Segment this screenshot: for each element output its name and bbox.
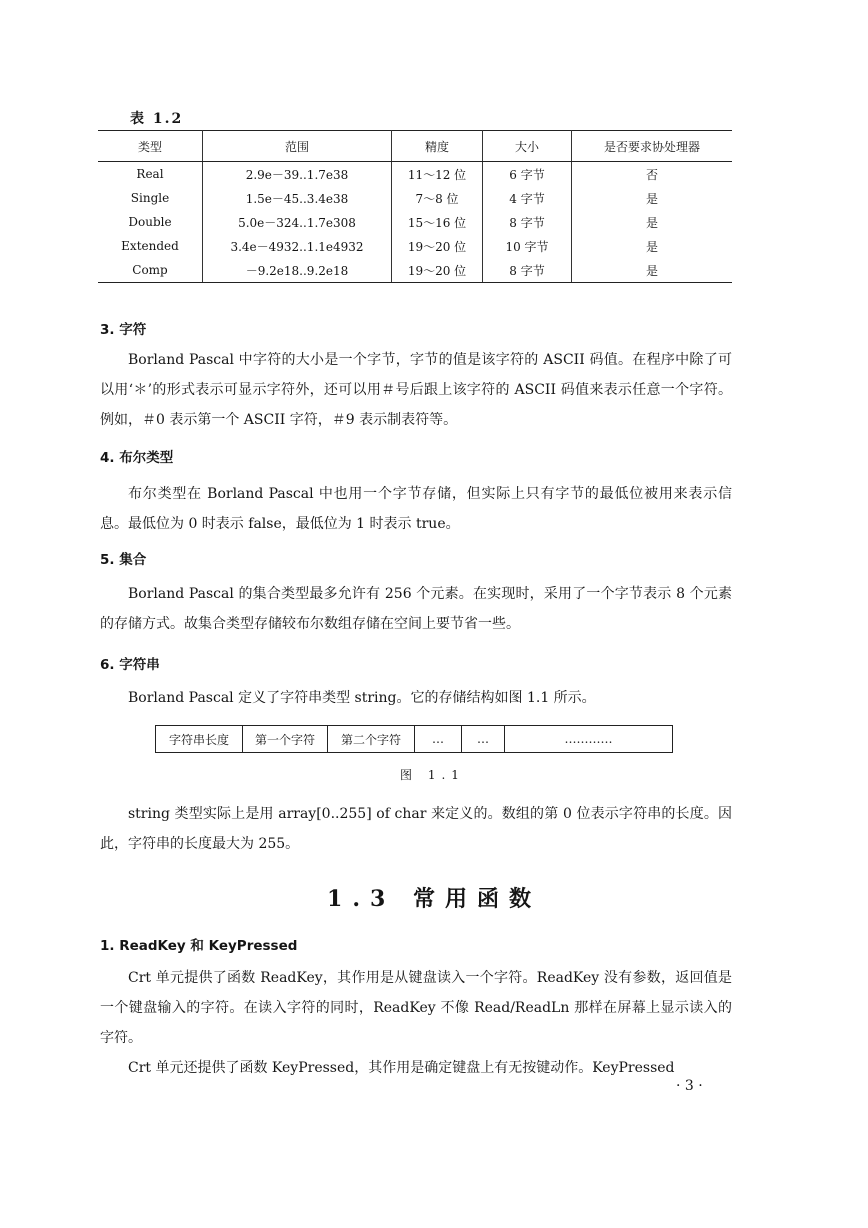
section-heading-readkey: 1. ReadKey 和 KeyPressed — [100, 938, 298, 954]
table-cell: 10 字节 — [483, 234, 572, 258]
table-cell: 8 字节 — [483, 210, 572, 234]
figure-cell-rest: ………… — [564, 732, 613, 746]
table-cell: 1.5e－45..3.4e38 — [203, 186, 392, 210]
table-cell: 5.0e－324..1.7e308 — [203, 210, 392, 234]
table-cell: 4 字节 — [483, 186, 572, 210]
string-structure-figure — [155, 725, 673, 753]
header-cell: 精度 — [392, 131, 483, 162]
table-cell: Single — [98, 186, 203, 210]
table-cell: 19～20 位 — [392, 234, 483, 258]
paragraph-text: Borland Pascal 的集合类型最多允许有 256 个元素。在实现时，采用了一个字节表示 8 个元素的存储方式。故集合类型存储较布尔数组存储在空间上要节省一些。 — [100, 586, 732, 632]
table-cell: Real — [98, 162, 203, 187]
paragraph-text: string 类型实际上是用 array[0..255] of char 来定义的。数组的第 0 位表示字符串的长度。因此，字符串的长度最大为 255。 — [100, 806, 732, 852]
table-cell: 是 — [645, 215, 658, 230]
page-number: · 3 · — [676, 1078, 703, 1094]
table-cell: 是 — [645, 191, 658, 206]
paragraph-text: Borland Pascal 中字符的大小是一个字节，字节的值是该字符的 ASCII 码值。在程序中除了可以用‘＊’的形式表示可显示字符外，还可以用＃号后跟上该字符的 ASCII 码值来表示任意一个字符。例如，＃0 表示第一个 ASCII 字符，＃9 表示制表符等。 — [100, 352, 732, 428]
table-row — [98, 234, 732, 258]
table-cell: －9.2e18..9.2e18 — [203, 258, 392, 283]
paragraph-bool — [100, 479, 732, 539]
table-cell: 2.9e－39..1.7e38 — [203, 162, 392, 187]
table-header-row — [98, 131, 732, 162]
table-cell: 19～20 位 — [392, 258, 483, 283]
paragraph-text: Crt 单元还提供了函数 KeyPressed，其作用是确定键盘上有无按键动作。KeyPressed — [128, 1060, 675, 1076]
table-row — [98, 258, 732, 283]
figure-cell-second-char: 第二个字符 — [328, 726, 415, 752]
table-cell: 15～16 位 — [392, 210, 483, 234]
section-heading-set: 5. 集合 — [100, 552, 147, 568]
figure-cell-ellipsis: … — [462, 726, 505, 752]
header-cell: 类型 — [98, 131, 203, 162]
table-cell: 11～12 位 — [392, 162, 483, 187]
table-row — [98, 210, 732, 234]
table-row — [98, 162, 732, 187]
paragraph-text: Borland Pascal 定义了字符串类型 string。它的存储结构如图 1.1 所示。 — [128, 690, 596, 706]
section-heading-string: 6. 字符串 — [100, 657, 160, 673]
figure-caption: 图 1.1 — [400, 768, 465, 782]
figure-cell-ellipsis: … — [415, 726, 462, 752]
paragraph-text: Crt 单元提供了函数 ReadKey，其作用是从键盘读入一个字符。ReadKey 没有参数，返回值是一个键盘输入的字符。在读入字符的同时，ReadKey 不像 Read/ReadLn 那样在屏幕上显示读入的字符。 — [100, 970, 732, 1046]
section-heading-char: 3. 字符 — [100, 322, 147, 338]
figure-cell-length: 字符串长度 — [156, 726, 243, 752]
table-caption: 表 1.2 — [130, 111, 184, 127]
paragraph-readkey — [100, 963, 732, 1083]
section-title: 1.3 常用函数 — [327, 886, 541, 912]
header-cell: 大小 — [483, 131, 572, 162]
table-cell: 是 — [572, 258, 733, 283]
figure-cell-first-char: 第一个字符 — [243, 726, 328, 752]
table-cell: 8 字节 — [483, 258, 572, 283]
paragraph-set — [100, 579, 732, 639]
data-type-table — [98, 130, 732, 283]
paragraph-char — [100, 345, 732, 435]
table-cell: 7～8 位 — [392, 186, 483, 210]
paragraph-string-intro — [100, 683, 732, 713]
table-row — [98, 186, 732, 210]
table-cell: 否 — [645, 167, 658, 182]
table-cell: Double — [98, 210, 203, 234]
table-cell: Extended — [98, 234, 203, 258]
table-cell: 6 字节 — [483, 162, 572, 187]
table-cell: 是 — [645, 239, 658, 254]
header-cell: 是否要求协处理器 — [572, 131, 733, 162]
header-cell: 范围 — [203, 131, 392, 162]
paragraph-string-def — [100, 799, 732, 859]
paragraph-text: 布尔类型在 Borland Pascal 中也用一个字节存储，但实际上只有字节的最低位被用来表示信息。最低位为 0 时表示 false，最低位为 1 时表示 true。 — [100, 486, 732, 532]
section-heading-bool: 4. 布尔类型 — [100, 450, 174, 466]
table-cell: 3.4e－4932..1.1e4932 — [203, 234, 392, 258]
table-cell: Comp — [98, 258, 203, 283]
